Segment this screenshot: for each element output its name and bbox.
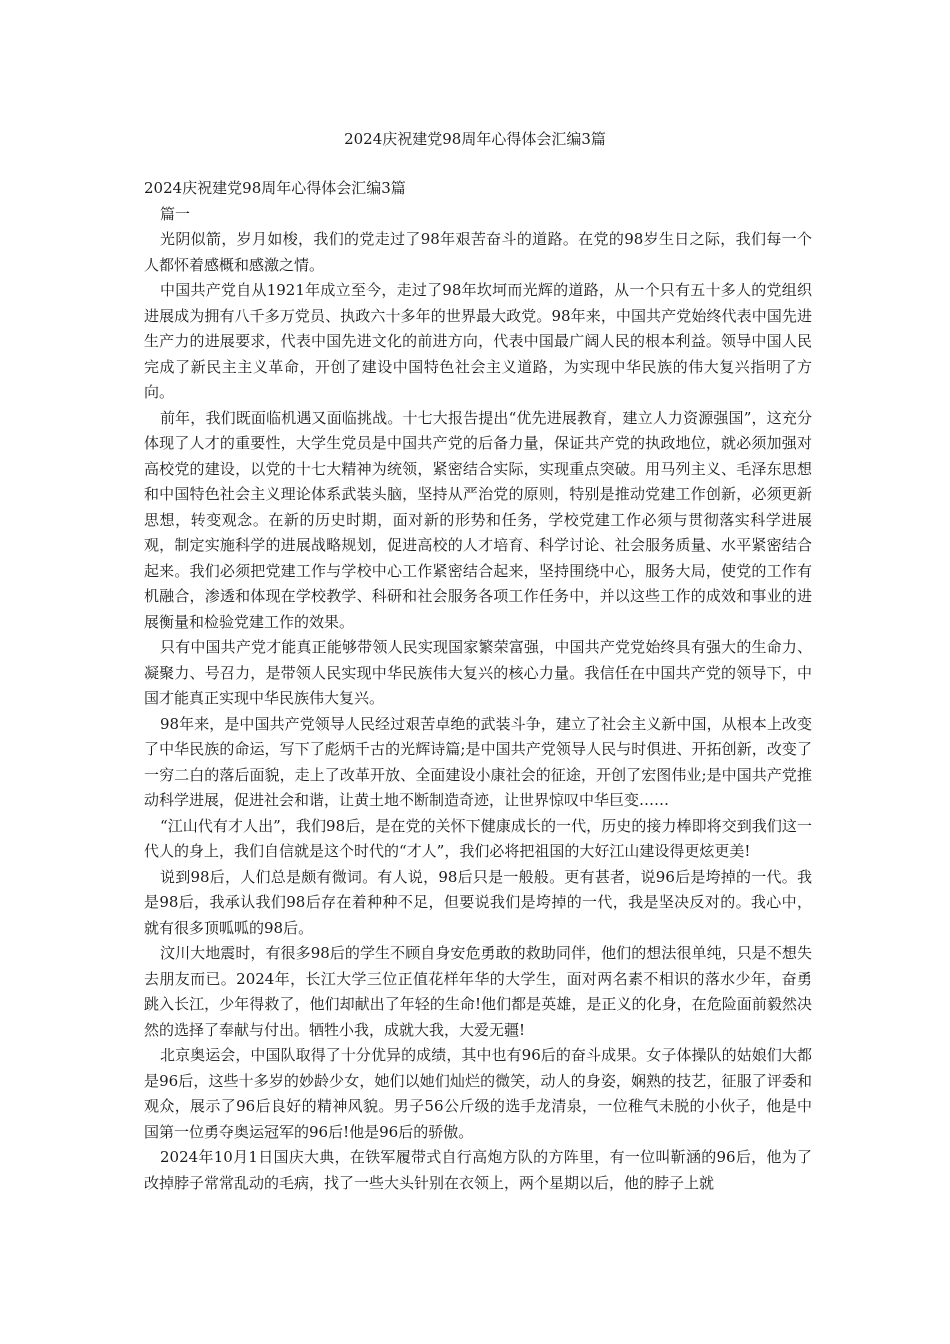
paragraph-6: “江山代有才人出”，我们98后，是在党的关怀下健康成长的一代，历史的接力棒即将交到我们这一代人的身上，我们自信就是这个时代的“才人”，我们必将把祖国的大好江山建设得更炫更美!	[144, 816, 812, 860]
document-subtitle: 2024庆祝建党98周年心得体会汇编3篇	[144, 179, 406, 197]
paragraph-1: 光阴似箭，岁月如梭，我们的党走过了98年艰苦奋斗的道路。在党的98岁生日之际，我们每一个人都怀着感概和感激之情。	[144, 230, 812, 274]
paragraph-3: 前年，我们既面临机遇又面临挑战。十七大报告提出“优先进展教育，建立人力资源强国”，这充分体现了人才的重要性，大学生党员是中国共产党的后备力量，保证共产党的执政地位，就必须加强对高校党的建设，以党的十七大精神为统领，紧密结合实际，实现重点突破。用马列主义、毛泽东思想和中国特色社会主义理论体系武装头脑，坚持从严治党的原则，特别是推动党建工作创新，必须更新思想，转变观念。在新的历史时期，面对新的形势和任务，学校党建工作必须与贯彻落实科学进展观，制定实施科学的进展战略规划，促进高校的人才培育、科学讨论、社会服务质量、水平紧密结合起来。我们必须把党建工作与学校中心工作紧密结合起来，坚持围绕中心，服务大局，使党的工作有机融合，渗透和体现在学校教学、科研和社会服务各项工作任务中，并以这些工作的成效和事业的进展衡量和检验党建工作的效果。	[144, 408, 812, 631]
paragraph-10: 2024年10月1日国庆大典，在铁军履带式自行高炮方队的方阵里，有一位叫靳涵的96后，他为了改掉脖子常常乱动的毛病，找了一些大头针别在衣领上，两个星期以后，他的脖子上就	[144, 1148, 812, 1192]
paragraph-9: 北京奥运会，中国队取得了十分优异的成绩，其中也有96后的奋斗成果。女子体操队的姑娘们大都是96后，这些十多岁的妙龄少女，她们以她们灿烂的微笑，动人的身姿，娴熟的技艺，征服了评委和观众，展示了96后良好的精神风貌。男子56公斤级的选手龙清泉，一位稚气未脱的小伙子，他是中国第一位勇夺奥运冠军的96后!他是96后的骄傲。	[144, 1046, 812, 1141]
paragraph-5: 98年来，是中国共产党领导人民经过艰苦卓绝的武装斗争，建立了社会主义新中国，从根本上改变了中华民族的命运，写下了彪炳千古的光辉诗篇;是中国共产党领导人民与时俱进、开拓创新，改变了一穷二白的落后面貌，走上了改革开放、全面建设小康社会的征途，开创了宏图伟业;是中国共产党推动科学进展，促进社会和谐，让黄土地不断制造奇迹，让世界惊叹中华巨变……	[144, 714, 812, 809]
section-label: 篇一	[160, 204, 191, 223]
paragraph-7: 说到98后，人们总是颇有微词。有人说，98后只是一般般。更有甚者，说96后是垮掉的一代。我是98后，我承认我们98后存在着种种不足，但要说我们是垮掉的一代，我是坚决反对的。我心中，就有很多顶呱呱的98后。	[144, 867, 812, 937]
paragraph-4: 只有中国共产党才能真正能够带领人民实现国家繁荣富强，中国共产党党始终具有强大的生命力、凝聚力、号召力，是带领人民实现中华民族伟大复兴的核心力量。我信任在中国共产党的领导下，中国才能真正实现中华民族伟大复兴。	[144, 638, 812, 707]
paragraph-8: 汶川大地震时，有很多98后的学生不顾自身安危勇敢的救助同伴，他们的想法很单纯，只是不想失去朋友而已。2024年，长江大学三位正值花样年华的大学生，面对两名素不相识的落水少年，奋勇跳入长江，少年得救了，他们却献出了年轻的生命!他们都是英雄，是正义的化身，在危险面前毅然决然的选择了奉献与付出。牺牲小我，成就大我，大爱无疆!	[144, 944, 812, 1039]
paragraph-2: 中国共产党自从1921年成立至今，走过了98年坎坷而光辉的道路，从一个只有五十多人的党组织进展成为拥有八千多万党员、执政六十多年的世界最大政党。98年来，中国共产党始终代表中国先进生产力的进展要求，代表中国先进文化的前进方向，代表中国最广阔人民的根本利益。领导中国人民完成了新民主主义革命，开创了建设中国特色社会主义道路，为实现中华民族的伟大复兴指明了方向。	[144, 281, 812, 401]
document-title: 2024庆祝建党98周年心得体会汇编3篇	[344, 130, 606, 148]
document-body	[144, 176, 812, 1196]
